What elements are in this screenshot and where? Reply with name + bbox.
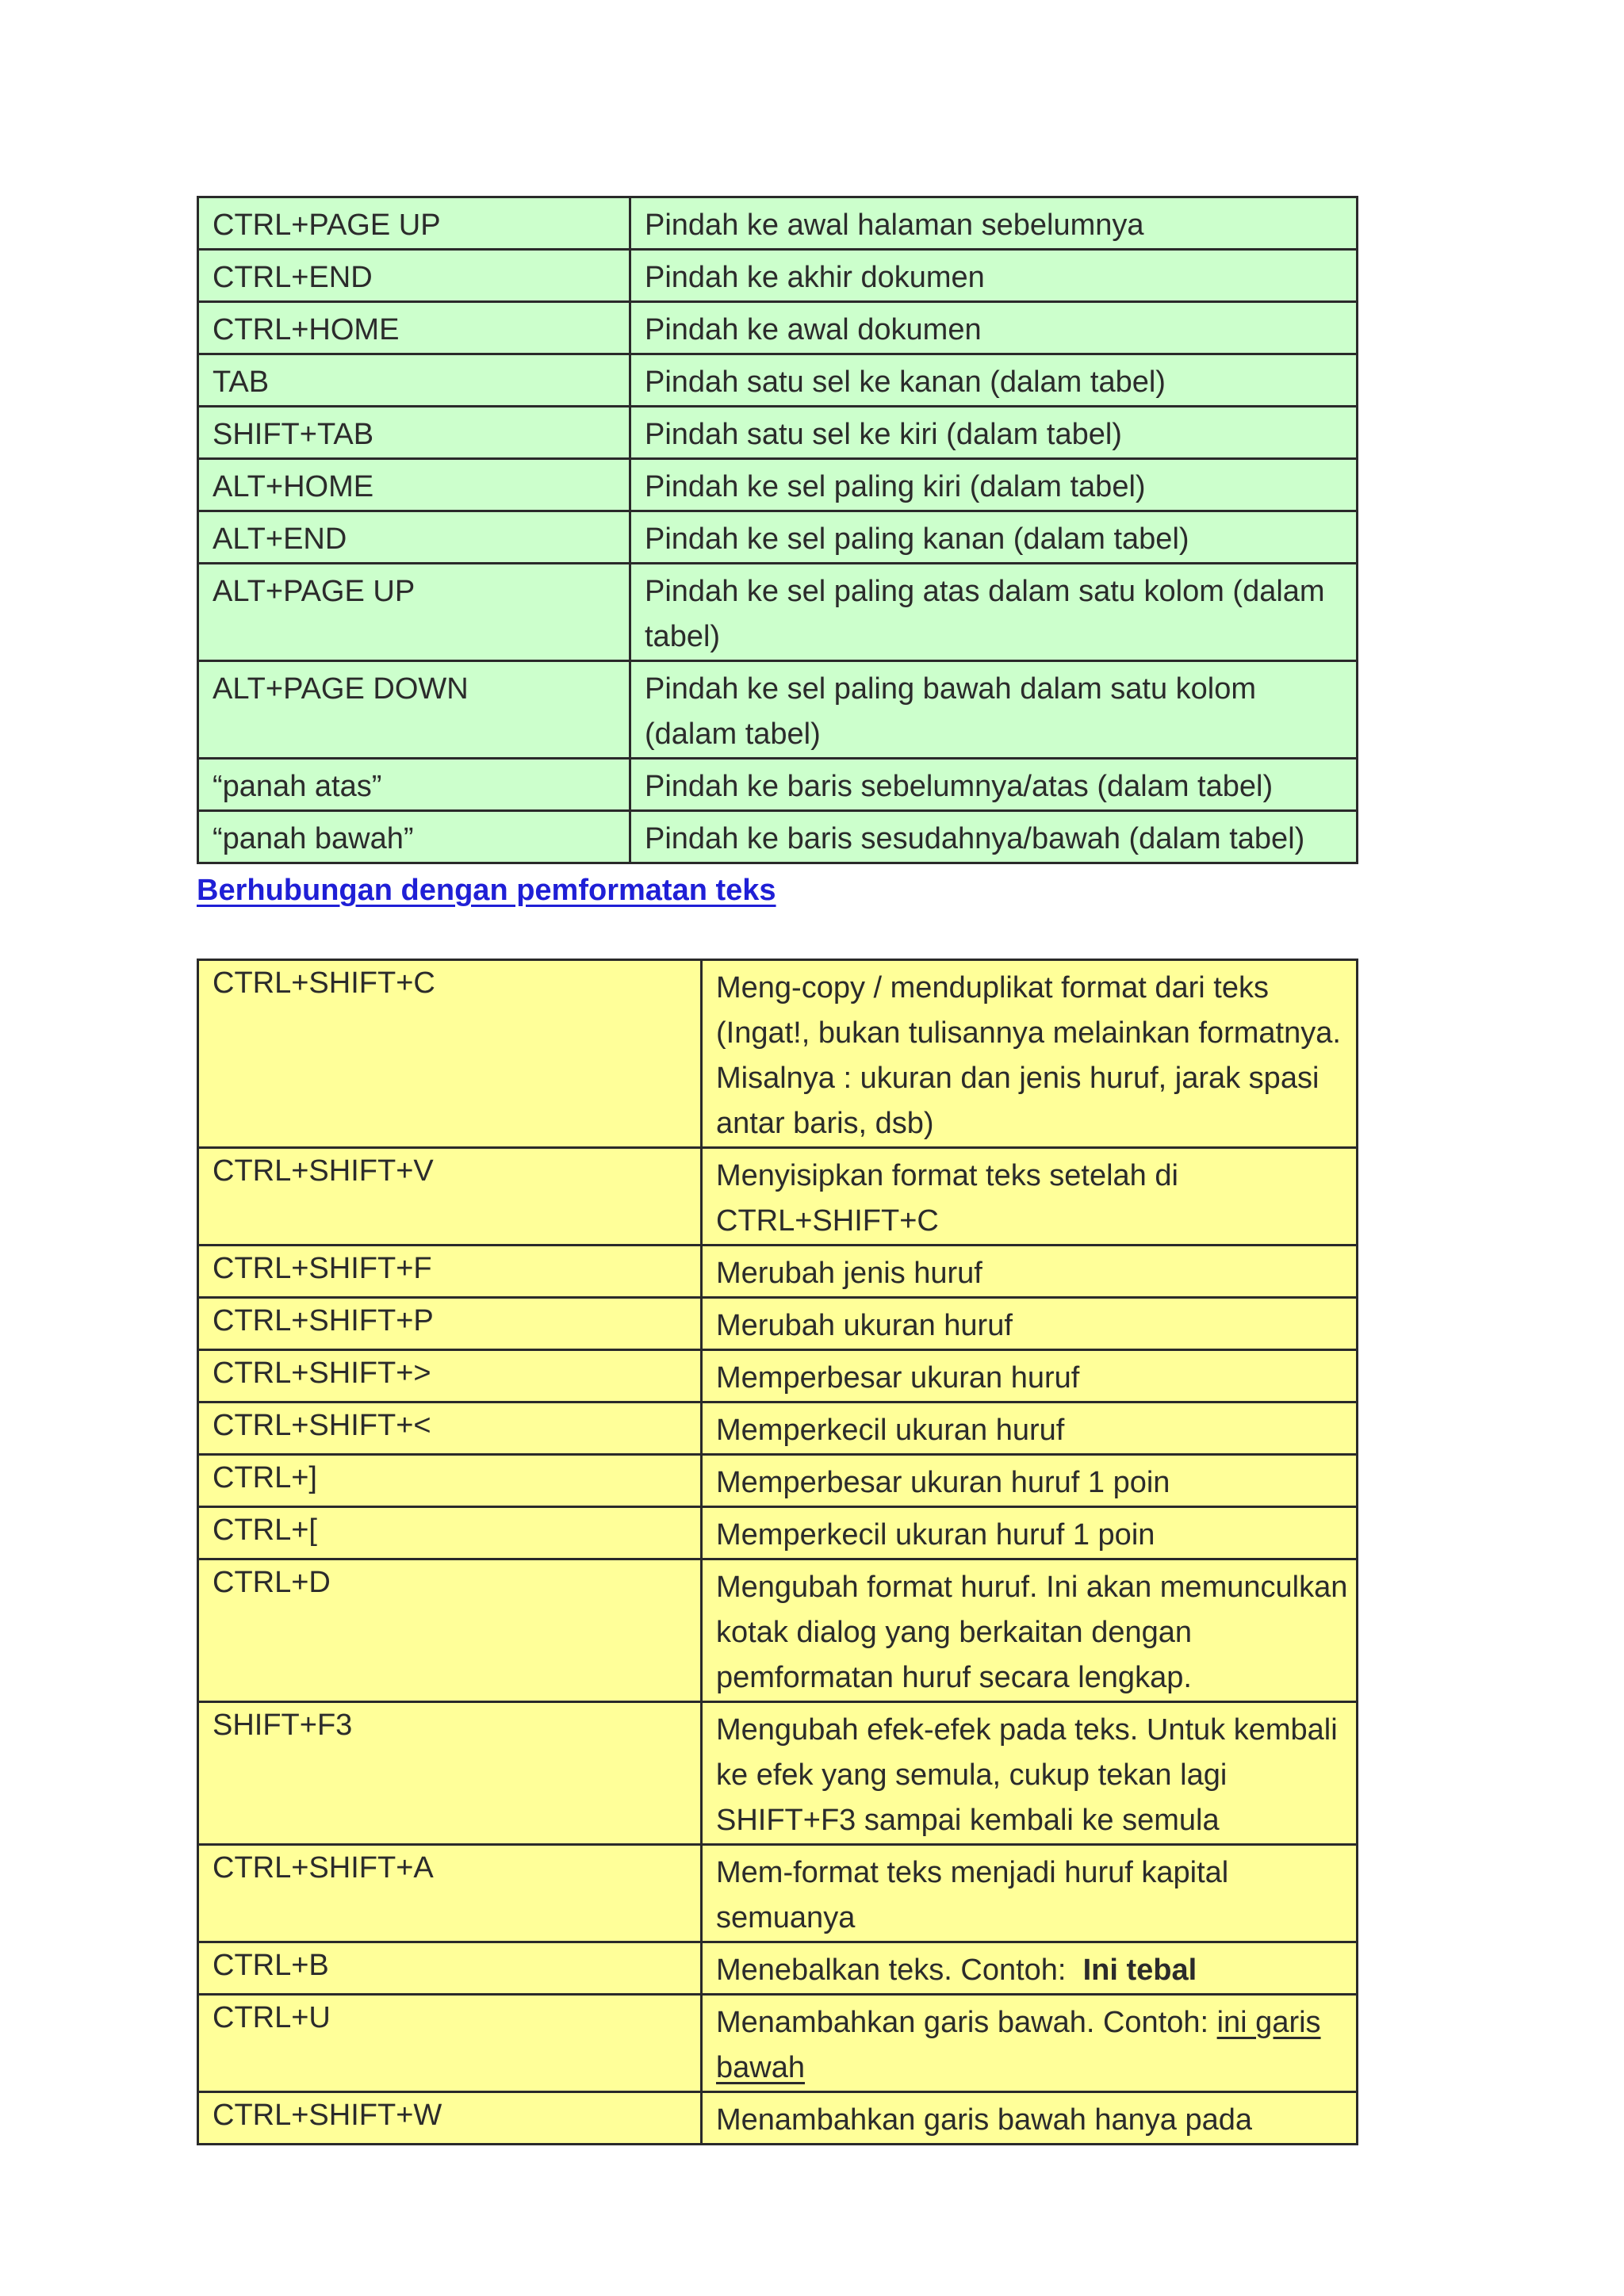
shortcut-description: Menyisipkan format teks setelah di CTRL+SHIFT+C bbox=[702, 1148, 1358, 1246]
shortcut-description: Pindah ke baris sebelumnya/atas (dalam tabel) bbox=[630, 759, 1358, 811]
shortcut-key: CTRL+D bbox=[198, 1559, 702, 1702]
table-row bbox=[198, 811, 1358, 863]
shortcut-key: ALT+PAGE UP bbox=[198, 564, 630, 661]
shortcut-key: TAB bbox=[198, 354, 630, 407]
table-row bbox=[198, 197, 1358, 250]
shortcut-description: Pindah ke akhir dokumen bbox=[630, 250, 1358, 302]
shortcut-key: “panah atas” bbox=[198, 759, 630, 811]
shortcut-description: Pindah ke awal halaman sebelumnya bbox=[630, 197, 1358, 250]
table-row bbox=[198, 1148, 1358, 1246]
shortcut-description: Memperbesar ukuran huruf bbox=[702, 1350, 1358, 1402]
shortcut-description: Memperkecil ukuran huruf bbox=[702, 1402, 1358, 1455]
shortcut-key: CTRL+SHIFT+F bbox=[198, 1246, 702, 1298]
formatting-shortcut-table bbox=[197, 959, 1358, 2145]
bold-example-text: Ini tebal bbox=[1082, 1954, 1197, 1987]
table-row bbox=[198, 407, 1358, 459]
shortcut-key: “panah bawah” bbox=[198, 811, 630, 863]
table-row bbox=[198, 1942, 1358, 1995]
navigation-shortcut-table bbox=[197, 196, 1358, 864]
shortcut-description: Mengubah efek-efek pada teks. Untuk kembali ke efek yang semula, cukup tekan lagi SHIFT+F3 sampai kembali ke semula bbox=[702, 1702, 1358, 1845]
shortcut-description: Mem-format teks menjadi huruf kapital semuanya bbox=[702, 1845, 1358, 1942]
underline-example-text: ini garis bawah bbox=[716, 2006, 1321, 2084]
shortcut-key: CTRL+SHIFT+W bbox=[198, 2092, 702, 2145]
shortcut-key: CTRL+SHIFT+V bbox=[198, 1148, 702, 1246]
shortcut-key: ALT+END bbox=[198, 511, 630, 564]
table-row bbox=[198, 1702, 1358, 1845]
table-row bbox=[198, 960, 1358, 1148]
shortcut-description: Pindah ke baris sesudahnya/bawah (dalam tabel) bbox=[630, 811, 1358, 863]
table-row bbox=[198, 1402, 1358, 1455]
shortcut-description bbox=[702, 1942, 1358, 1995]
shortcut-description: Pindah ke awal dokumen bbox=[630, 302, 1358, 354]
shortcut-key: CTRL+SHIFT+C bbox=[198, 960, 702, 1148]
table-row bbox=[198, 2092, 1358, 2145]
shortcut-key: CTRL+HOME bbox=[198, 302, 630, 354]
table-row bbox=[198, 564, 1358, 661]
shortcut-key: CTRL+[ bbox=[198, 1507, 702, 1559]
shortcut-key: CTRL+SHIFT+> bbox=[198, 1350, 702, 1402]
shortcut-description: Pindah ke sel paling atas dalam satu kolom (dalam tabel) bbox=[630, 564, 1358, 661]
section-heading-link[interactable]: Berhubungan dengan pemformatan teks bbox=[197, 874, 776, 907]
table-row bbox=[198, 1507, 1358, 1559]
shortcut-description: Pindah ke sel paling kiri (dalam tabel) bbox=[630, 459, 1358, 511]
description-text: Menebalkan teks. Contoh: bbox=[716, 1954, 1067, 1987]
table-row bbox=[198, 1995, 1358, 2092]
table-row bbox=[198, 1246, 1358, 1298]
table-row bbox=[198, 1845, 1358, 1942]
shortcut-key: CTRL+SHIFT+A bbox=[198, 1845, 702, 1942]
shortcut-key: CTRL+PAGE UP bbox=[198, 197, 630, 250]
shortcut-key: CTRL+SHIFT+< bbox=[198, 1402, 702, 1455]
shortcut-key: CTRL+B bbox=[198, 1942, 702, 1995]
table-row bbox=[198, 759, 1358, 811]
shortcut-description: Memperbesar ukuran huruf 1 poin bbox=[702, 1455, 1358, 1507]
shortcut-description: Mengubah format huruf. Ini akan memunculkan kotak dialog yang berkaitan dengan pemformatan huruf secara lengkap. bbox=[702, 1559, 1358, 1702]
table-row bbox=[198, 302, 1358, 354]
table-row bbox=[198, 1455, 1358, 1507]
table-row bbox=[198, 1298, 1358, 1350]
table-row bbox=[198, 661, 1358, 759]
table-row bbox=[198, 1559, 1358, 1702]
shortcut-key: CTRL+U bbox=[198, 1995, 702, 2092]
shortcut-description bbox=[702, 1995, 1358, 2092]
shortcut-description: Menambahkan garis bawah hanya pada bbox=[702, 2092, 1358, 2145]
shortcut-key: SHIFT+TAB bbox=[198, 407, 630, 459]
shortcut-key: CTRL+] bbox=[198, 1455, 702, 1507]
shortcut-description: Pindah satu sel ke kanan (dalam tabel) bbox=[630, 354, 1358, 407]
shortcut-key: CTRL+END bbox=[198, 250, 630, 302]
table-row bbox=[198, 511, 1358, 564]
shortcut-description: Pindah ke sel paling bawah dalam satu kolom (dalam tabel) bbox=[630, 661, 1358, 759]
table-row bbox=[198, 1350, 1358, 1402]
shortcut-key: ALT+HOME bbox=[198, 459, 630, 511]
shortcut-description: Meng-copy / menduplikat format dari teks (Ingat!, bukan tulisannya melainkan formatnya. Misalnya : ukuran dan jenis huruf, jarak spasi antar baris, dsb) bbox=[702, 960, 1358, 1148]
table-row bbox=[198, 459, 1358, 511]
shortcut-key: SHIFT+F3 bbox=[198, 1702, 702, 1845]
shortcut-key: CTRL+SHIFT+P bbox=[198, 1298, 702, 1350]
shortcut-description: Merubah ukuran huruf bbox=[702, 1298, 1358, 1350]
table-row bbox=[198, 354, 1358, 407]
shortcut-description: Memperkecil ukuran huruf 1 poin bbox=[702, 1507, 1358, 1559]
description-text: Menambahkan garis bawah. Contoh: bbox=[716, 2006, 1209, 2039]
shortcut-description: Pindah satu sel ke kiri (dalam tabel) bbox=[630, 407, 1358, 459]
shortcut-description: Merubah jenis huruf bbox=[702, 1246, 1358, 1298]
shortcut-key: ALT+PAGE DOWN bbox=[198, 661, 630, 759]
shortcut-description: Pindah ke sel paling kanan (dalam tabel) bbox=[630, 511, 1358, 564]
table-row bbox=[198, 250, 1358, 302]
